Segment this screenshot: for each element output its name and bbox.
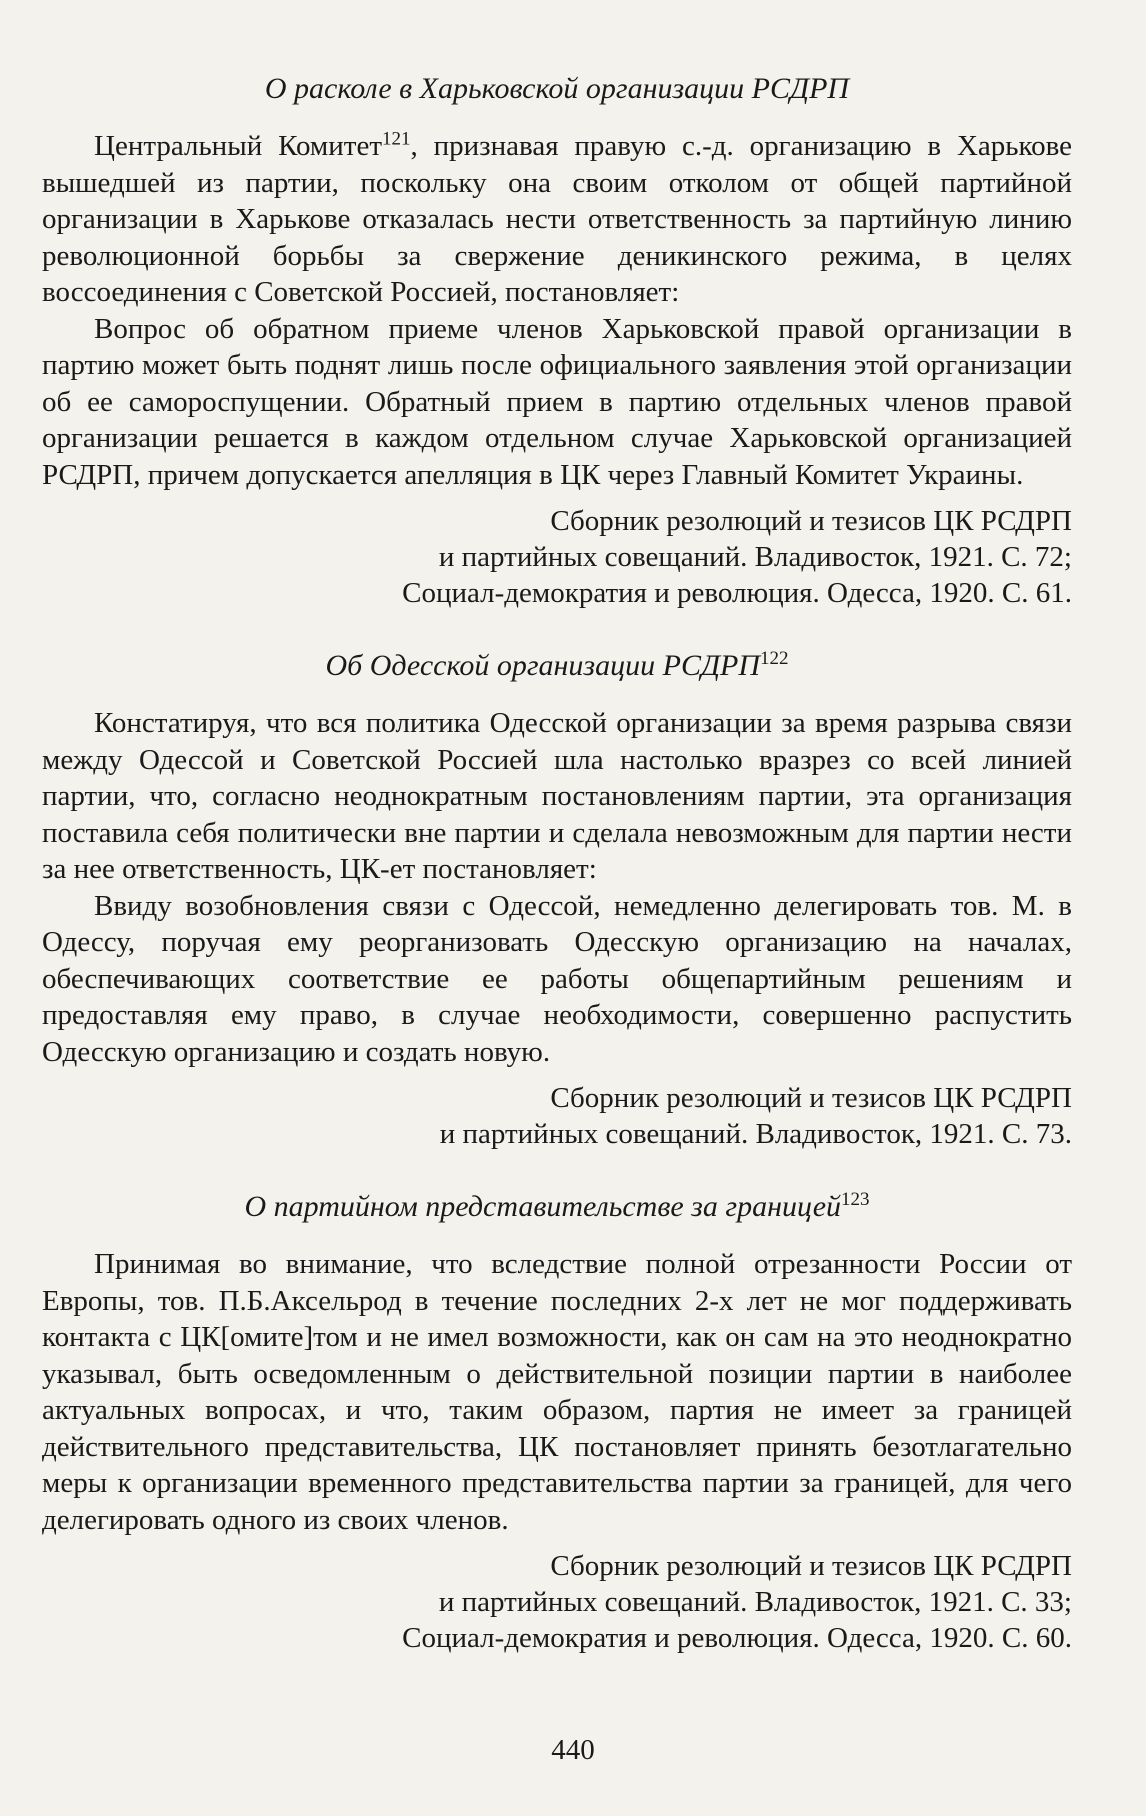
paragraph xyxy=(42,128,1072,311)
paragraph: Вопрос об обратном приеме членов Харьковской правой организации в партию может быть поднят лишь после официального заявления этой организации об ее самороспущении. Обратный прием в партию отдельных членов правой организации решается в каждом отдельном случае Харьковской организацией РСДРП, причем допускается апелляция в ЦК через Главный Комитет Украины. xyxy=(42,312,1072,491)
source-line: Сборник резолюций и тезисов ЦК РСДРП xyxy=(550,1550,1072,1582)
section-title xyxy=(42,1188,1072,1226)
paragraph: Констатируя, что вся политика Одесской организации за время разрыва связи между Одессой и Советской Россией шла настолько вразрез со всей линией партии, что, согласно неоднократным постановлениям партии, эта организация поставила себя политически вне партии и сделала невозможным для партии нести за нее ответственность, ЦК-ет постановляет: xyxy=(42,707,1072,885)
section-title xyxy=(42,647,1072,685)
paragraph: Принимая во внимание, что вследствие полной отрезанности России от Европы, тов. П.Б.Аксельрод в течение последних 2-х лет не мог поддерживать контакта с ЦК[омите]том и не имел возможности, как он сам на это неоднократно указывал, быть осведомленным о действительной позиции партии в наиболее актуальных вопросах, и что, таким образом, партия не имеет за границей действительного представительства, ЦК постановляет принять безотлагательно меры к организации временного представительства партии за границей, для чего делегировать одного из своих членов. xyxy=(42,1248,1072,1536)
source-line: и партийных совещаний. Владивосток, 1921. С. 33; xyxy=(438,1586,1072,1618)
source-line: Сборник резолюций и тезисов ЦК РСДРП xyxy=(550,505,1072,537)
source-citation xyxy=(42,503,1072,611)
footnote-marker[interactable]: 123 xyxy=(841,1189,870,1210)
paragraph-text: , признавая правую с.-д. организацию в Харькове вышедшей из партии, поскольку она своим отколом от общей партийной организации в Харькове отказалась нести ответственность за партийную линию революционной борьбы за свержение деникинского режима, в целях воссоединения с Советской Россией, постановляет: xyxy=(42,130,1072,308)
section-representation-abroad xyxy=(42,1188,1072,1656)
section-title-text: Об Одесской организации РСДРП xyxy=(325,649,761,682)
source-line: Социал-демократия и революция. Одесса, 1920. С. 60. xyxy=(402,1622,1072,1654)
page-number: 440 xyxy=(551,1734,595,1766)
source-line: и партийных совещаний. Владивосток, 1921. С. 73. xyxy=(439,1118,1072,1150)
section-kharkov xyxy=(42,70,1072,611)
paragraph: Ввиду возобновления связи с Одессой, немедленно делегировать тов. М. в Одессу, поручая ему реорганизовать Одесскую организацию на началах, обеспечивающих соответствие ее работы общепартийным решениям и предоставляя ему право, в случае необходимости, совершенно распустить Одесскую организацию и создать новую. xyxy=(42,889,1072,1068)
footnote-marker[interactable]: 121 xyxy=(382,128,411,150)
source-line: Сборник резолюций и тезисов ЦК РСДРП xyxy=(550,1082,1072,1114)
section-title-text: О расколе в Харьковской организации РСДРП xyxy=(264,72,850,105)
section-odessa xyxy=(42,647,1072,1152)
footnote-marker[interactable]: 122 xyxy=(760,648,789,669)
source-line: и партийных совещаний. Владивосток, 1921. С. 72; xyxy=(438,541,1072,573)
source-citation xyxy=(42,1548,1072,1656)
section-title xyxy=(42,70,1072,108)
document-page xyxy=(42,70,1072,1692)
source-line: Социал-демократия и революция. Одесса, 1920. С. 61. xyxy=(402,577,1072,609)
paragraph-text: Центральный Комитет xyxy=(94,130,383,162)
section-title-text: О партийном представительстве за границей xyxy=(244,1190,842,1223)
source-citation xyxy=(42,1080,1072,1152)
